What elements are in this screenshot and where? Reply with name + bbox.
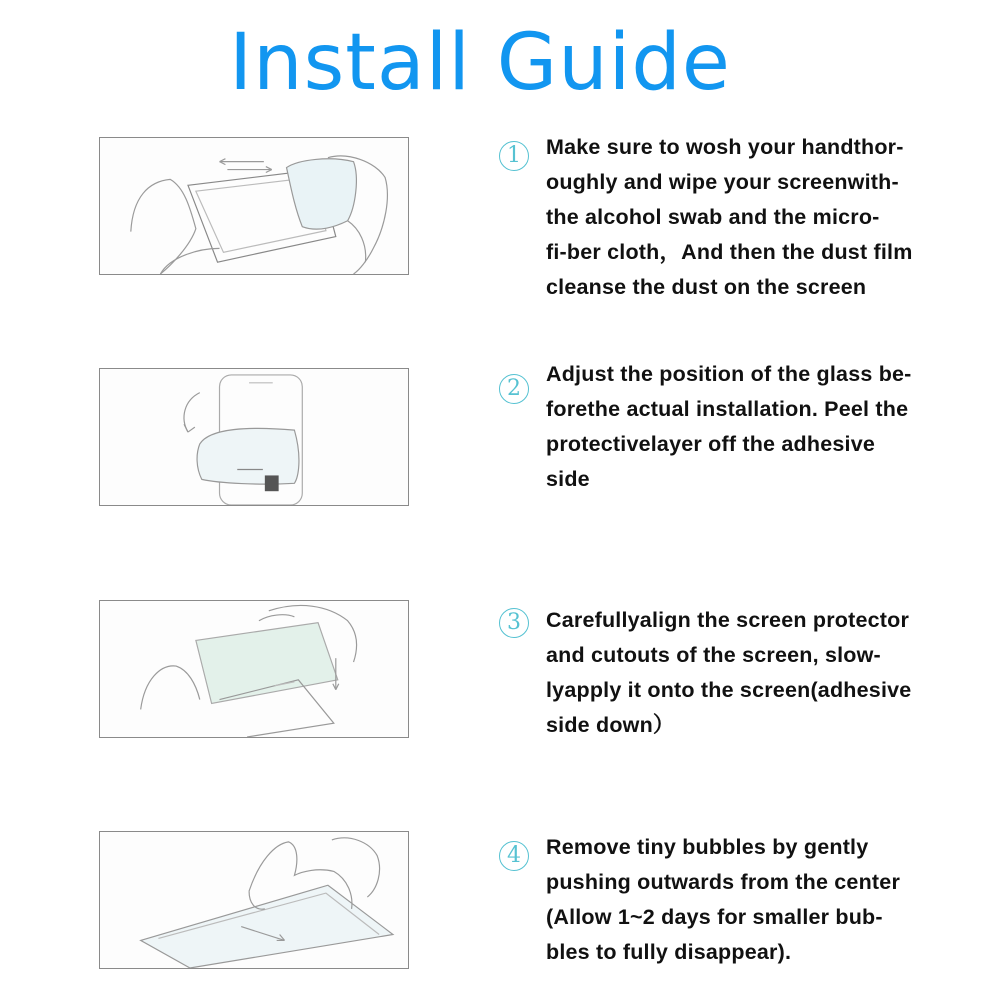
step-2-line: forethe actual installation. Peel the: [546, 397, 909, 421]
step-2-description: [546, 357, 946, 497]
step-3-line: side down）: [546, 713, 675, 737]
step-4-line: Remove tiny bubbles by gently: [546, 835, 869, 859]
page-title: Install Guide: [229, 18, 731, 108]
step-2-line: Adjust the position of the glass be-: [546, 362, 912, 386]
step-3-line: Carefullyalign the screen protector: [546, 608, 910, 632]
step-1-line: fi-ber cloth，And then the dust film: [546, 240, 913, 264]
peel-layer-illustration: [99, 368, 409, 506]
step-3-line: and cutouts of the screen, slow-: [546, 643, 881, 667]
step-1-line: Make sure to wosh your handthor-: [546, 135, 904, 159]
step-4-line: pushing outwards from the center: [546, 870, 901, 894]
step-3-description: [546, 603, 946, 743]
step-number-2: 2: [499, 374, 529, 404]
step-1-line: oughly and wipe your screenwith-: [546, 170, 899, 194]
align-protector-illustration: [99, 600, 409, 738]
step-1-line: cleanse the dust on the screen: [546, 275, 867, 299]
step-4-description: [546, 830, 946, 970]
step-1-description: [546, 130, 946, 305]
step-4-line: (Allow 1~2 days for smaller bub-: [546, 905, 883, 929]
remove-bubbles-illustration: [99, 831, 409, 969]
step-2-line: protectivelayer off the adhesive: [546, 432, 876, 456]
step-number-4: 4: [499, 841, 529, 871]
step-3-line: lyapply it onto the screen(adhesive: [546, 678, 912, 702]
step-2-line: side: [546, 467, 590, 491]
step-number-3: 3: [499, 608, 529, 638]
step-4-line: bles to fully disappear).: [546, 940, 792, 964]
step-1-line: the alcohol swab and the micro-: [546, 205, 880, 229]
step-number-1: 1: [499, 141, 529, 171]
wipe-screen-illustration: [99, 137, 409, 275]
